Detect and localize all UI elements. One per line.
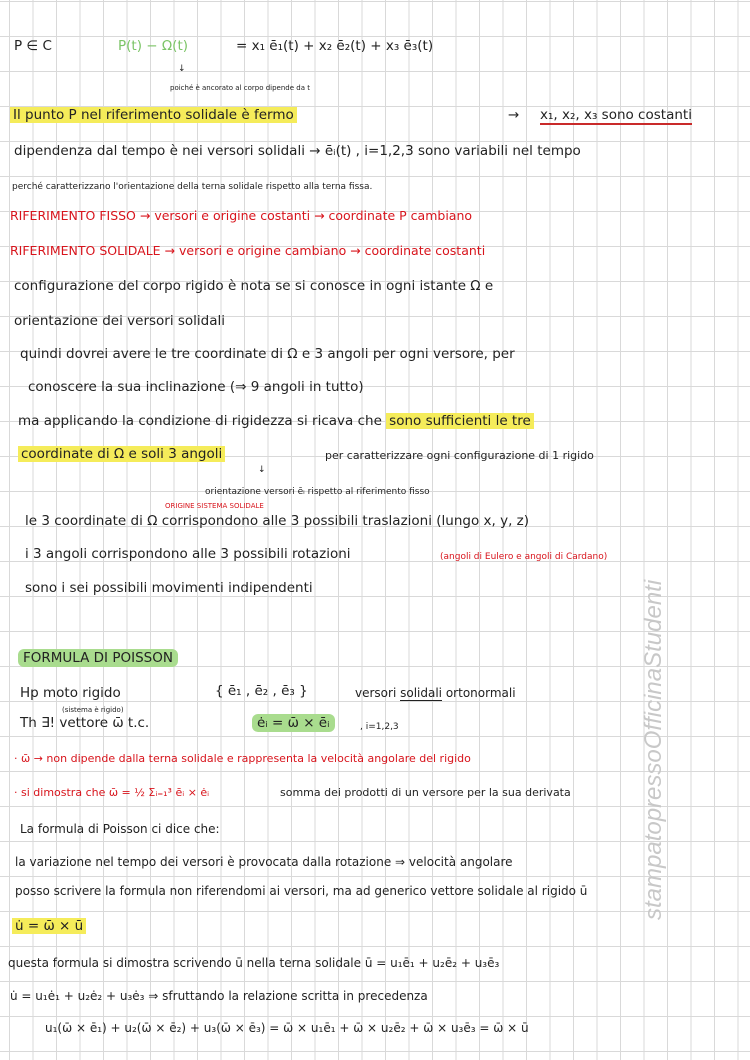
constant-coords: x₁, x₂, x₃ sono costanti [540,107,692,123]
highlight-point-fixed: Il punto P nel riferimento solidale è fermo [10,107,297,123]
text-line: La formula di Poisson ci dice che: [20,822,220,836]
text-line: dipendenza dal tempo è nei versori solidali → ēᵢ(t) , i=1,2,3 sono variabili nel tempo [14,143,581,159]
text-line: per caratterizzare ogni configurazione di 1 rigido [325,449,594,462]
watermark: stampatopressoOfficinaStudenti [640,579,667,920]
generic-formula: u̇ = ω̄ × ū [12,918,86,934]
text-line: la variazione nel tempo dei versori è provocata dalla rotazione ⇒ velocità angolare [15,855,513,869]
text-line: i 3 angoli corrispondono alle 3 possibili rotazioni [25,546,351,562]
fixed-reference: RIFERIMENTO FISSO → versori e origine costanti → coordinate P cambiano [10,208,473,223]
position-equation: = x₁ ē₁(t) + x₂ ē₂(t) + x₃ ē₃(t) [236,38,434,54]
derivation: u₁(ω̄ × ē₁) + u₂(ω̄ × ē₂) + u₃(ω̄ × ē₃) = ω̄ × u₁ē₁ + ω̄ × u₂ē₂ + ω̄ × u₃ē₃ = ω̄ × ū [45,1021,529,1035]
text-line: le 3 coordinate di Ω corrispondono alle 3 possibili traslazioni (lungo x, y, z) [25,513,530,529]
text: solidali [400,686,443,700]
euler-note: (angoli di Eulero e angoli di Cardano) [440,552,608,562]
highlight-coords-angles: coordinate di Ω e soli 3 angoli [18,446,225,462]
thesis: Th ∃! vettore ω̄ t.c. [20,715,150,731]
position-difference: P(t) − Ω(t) [118,38,189,54]
text: versori [355,686,397,700]
arrow-down-icon: ↓ [258,465,266,475]
hypothesis-note: (sistema è rigido) [62,706,124,714]
text-line: questa formula si dimostra scrivendo ū nella terna solidale ū = u₁ē₁ + u₂ē₂ + u₃ē₃ [8,956,500,970]
text-line: quindi dovrei avere le tre coordinate di Ω e 3 angoli per ogni versore, per [20,346,515,362]
text-line: configurazione del corpo rigido è nota se si conosce in ogni istante Ω e [14,278,494,294]
remark: · si dimostra che ω̄ = ½ Σᵢ₌₁³ ēᵢ × ėᵢ [14,786,210,799]
hypothesis: Hp moto rigido [20,685,121,701]
annotation: poiché è ancorato al corpo dipende da t [170,84,310,92]
text-line: posso scrivere la formula non riferendomi ai versori, ma ad generico vettore solidale al rigido ū [15,884,588,898]
poisson-formula: ėᵢ = ω̄ × ēᵢ [252,714,335,732]
text-line: conoscere la sua inclinazione (⇒ 9 angoli in tutto) [28,379,364,395]
versor-set: { ē₁ , ē₂ , ē₃ } [215,683,308,699]
text-line: sono i sei possibili movimenti indipendenti [25,580,313,596]
highlight-sufficient: sono sufficienti le tre [386,413,534,429]
text-line: somma dei prodotti di un versore per la sua derivata [280,786,571,799]
solid-reference: RIFERIMENTO SOLIDALE → versori e origine cambiano → coordinate costanti [10,243,486,258]
arrow-icon: → [508,107,520,123]
text-line: orientazione versori ēᵢ rispetto al riferimento fisso [205,487,430,497]
p-in-c: P ∈ C [14,38,52,54]
text-line: perché caratterizzano l'orientazione della terna solidale rispetto alla terna fissa. [12,182,373,192]
remark: · ω̄ → non dipende dalla terna solidale e rappresenta la velocità angolare del rigido [14,752,471,765]
text-line: orientazione dei versori solidali [14,313,226,329]
text-line: ma applicando la condizione di rigidezza si ricava che [18,413,382,429]
text: ortonormali [445,686,516,700]
text-line: u̇ = u₁ė₁ + u₂ė₂ + u₃ė₃ ⇒ sfruttando la relazione scritta in precedenza [10,989,428,1003]
index-range: , i=1,2,3 [360,722,399,732]
section-title: FORMULA DI POISSON [18,649,178,667]
origin-note: ORIGINE SISTEMA SOLIDALE [165,502,264,510]
arrow-down-icon: ↓ [178,64,186,74]
